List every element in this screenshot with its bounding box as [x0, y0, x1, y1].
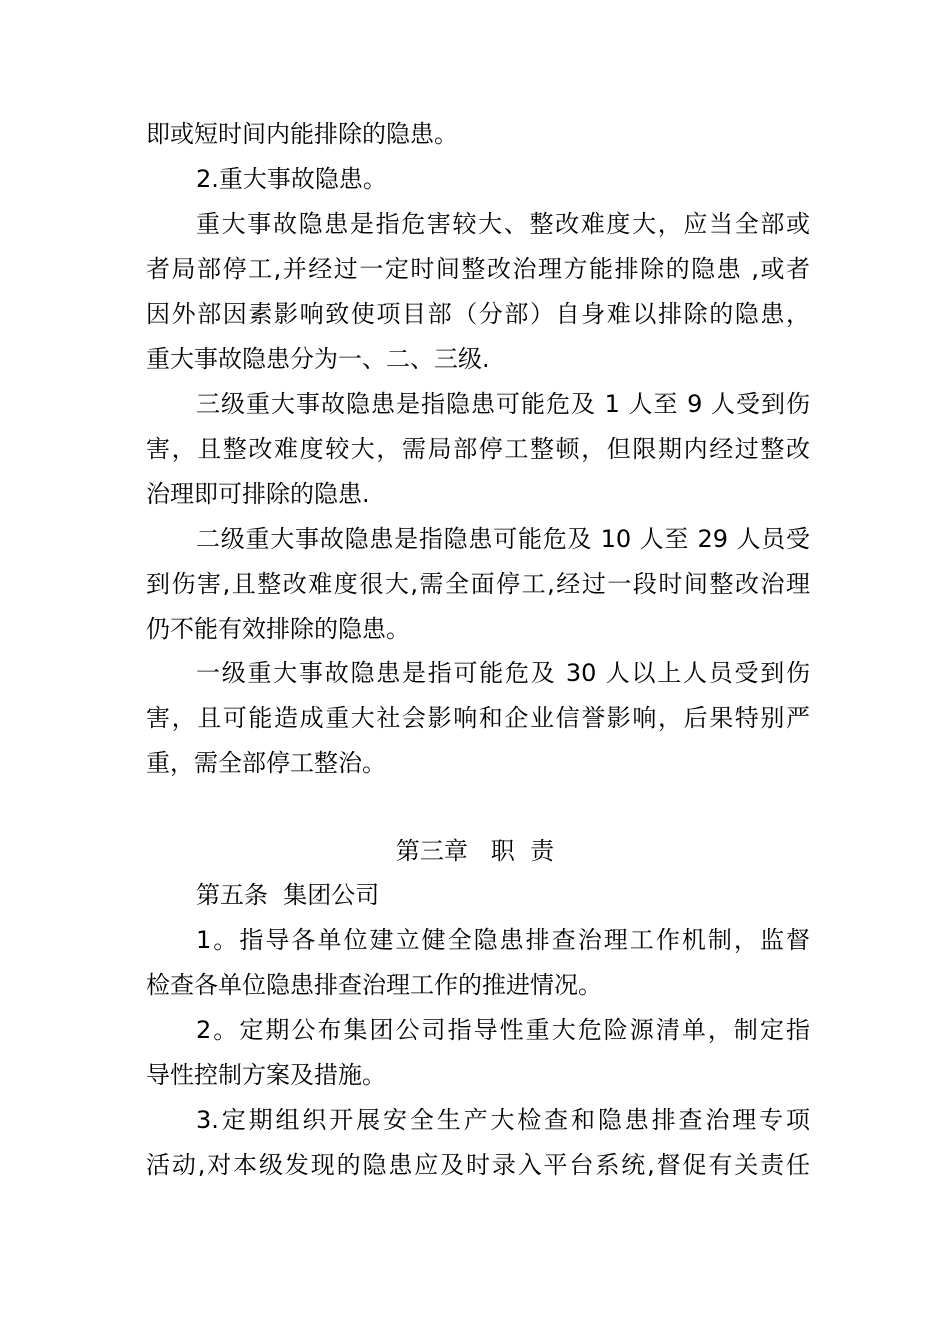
paragraph-line: 重大事故隐患是指危害较大、整改难度大，应当全部或 [196, 210, 810, 238]
paragraph-line: 重大事故隐患分为一、二、三级. [146, 345, 490, 373]
paragraph-line: 仍不能有效排除的隐患。 [146, 615, 410, 643]
paragraph-line: 二级重大事故隐患是指隐患可能危及 10 人至 29 人员受 [196, 525, 810, 553]
duty-line: 3.定期组织开展安全生产大检查和隐患排查治理专项 [196, 1106, 810, 1134]
paragraph-line: 者局部停工,并经过一定时间整改治理方能排除的隐患 ,或者 [146, 255, 810, 283]
article-title: 第五条 集团公司 [196, 881, 380, 909]
paragraph-line: 重，需全部停工整治。 [146, 749, 386, 777]
duty-line: 2。定期公布集团公司指导性重大危险源清单，制定指 [196, 1016, 810, 1044]
chapter-heading: 第三章 职 责 [395, 837, 555, 865]
paragraph-line: 害，且可能造成重大社会影响和企业信誉影响，后果特别严 [146, 704, 810, 732]
paragraph-line: 因外部因素影响致使项目部（分部）自身难以排除的隐患， [146, 300, 810, 328]
paragraph-line: 治理即可排除的隐患. [146, 480, 370, 508]
paragraph-line: 三级重大事故隐患是指隐患可能危及 1 人至 9 人受到伤 [196, 390, 810, 418]
paragraph-line: 一级重大事故隐患是指可能危及 30 人以上人员受到伤 [196, 659, 810, 687]
duty-line: 活动,对本级发现的隐患应及时录入平台系统,督促有关责任 [146, 1151, 810, 1179]
section-title: 2.重大事故隐患。 [196, 165, 387, 193]
duty-line: 1。指导各单位建立健全隐患排查治理工作机制，监督 [196, 926, 810, 954]
paragraph-line: 害，且整改难度较大，需局部停工整顿，但限期内经过整改 [146, 435, 810, 463]
paragraph-line: 到伤害,且整改难度很大,需全面停工,经过一段时间整改治理 [146, 570, 810, 598]
duty-line: 导性控制方案及措施。 [146, 1061, 386, 1089]
paragraph-line: 即或短时间内能排除的隐患。 [146, 120, 458, 148]
duty-line: 检查各单位隐患排查治理工作的推进情况。 [146, 971, 602, 999]
